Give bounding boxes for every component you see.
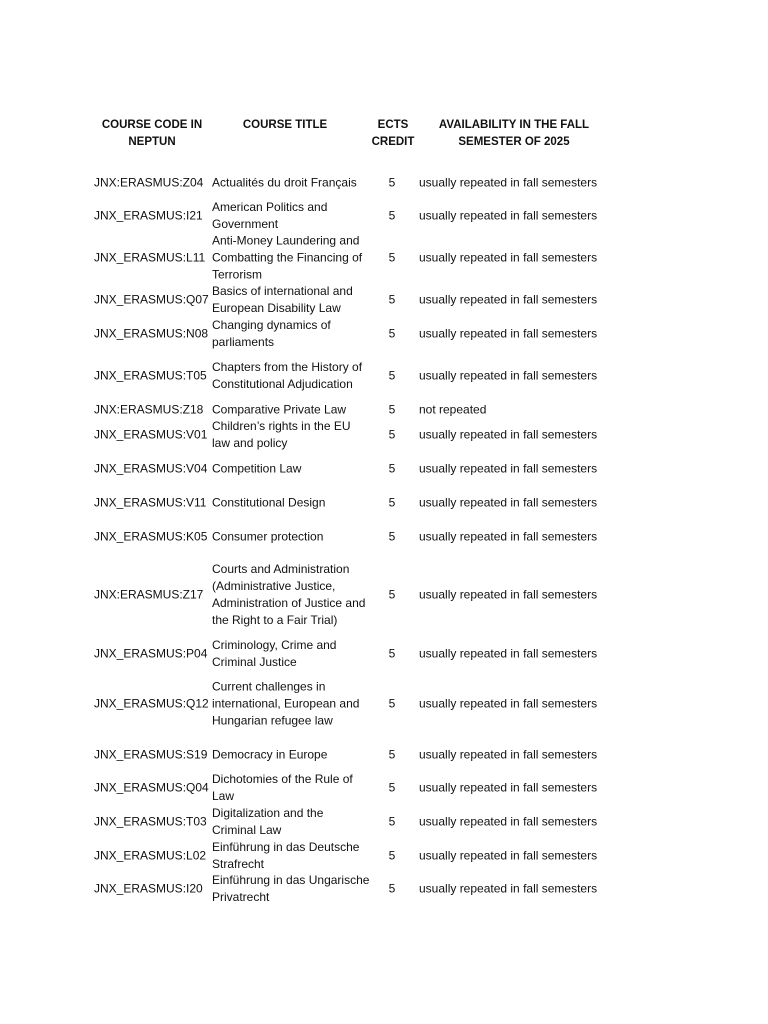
ects-credit: 5 bbox=[388, 326, 396, 341]
table-row bbox=[0, 454, 768, 484]
header-ects-credit: ECTS CREDIT bbox=[371, 119, 415, 148]
table-row bbox=[0, 561, 768, 629]
availability: usually repeated in fall semesters bbox=[419, 368, 598, 383]
ects-credit: 5 bbox=[388, 848, 396, 863]
course-title: Current challenges in international, European and Hungarian refugee law bbox=[212, 679, 360, 728]
course-title: Courts and Administration (Administrative Justice, Administration of Justice and the Right to a Fair Trial) bbox=[212, 562, 366, 627]
table-row bbox=[0, 359, 768, 393]
course-code: JNX_ERASMUS:L02 bbox=[94, 848, 207, 863]
ects-credit: 5 bbox=[388, 495, 396, 510]
ects-credit: 5 bbox=[388, 881, 396, 896]
table-row bbox=[0, 637, 768, 671]
course-code: JNX:ERASMUS:Z18 bbox=[94, 402, 204, 417]
course-code: JNX_ERASMUS:Q07 bbox=[94, 292, 209, 307]
table-row bbox=[0, 872, 768, 906]
course-code: JNX_ERASMUS:T05 bbox=[94, 368, 207, 383]
ects-credit: 5 bbox=[388, 814, 396, 829]
course-title: Einführung in das Ungarische Privatrecht bbox=[212, 873, 370, 904]
course-title: Changing dynamics of parliaments bbox=[212, 318, 331, 349]
course-code: JNX_ERASMUS:Q04 bbox=[94, 780, 209, 795]
course-title: Consumer protection bbox=[212, 529, 324, 544]
course-title: Criminology, Crime and Criminal Justice bbox=[212, 638, 337, 669]
course-code: JNX_ERASMUS:I20 bbox=[94, 881, 203, 896]
ects-credit: 5 bbox=[388, 461, 396, 476]
course-title: Dichotomies of the Rule of Law bbox=[212, 772, 353, 803]
table-row bbox=[0, 522, 768, 552]
availability: usually repeated in fall semesters bbox=[419, 175, 598, 190]
ects-credit: 5 bbox=[388, 780, 396, 795]
ects-credit: 5 bbox=[388, 402, 396, 417]
course-title: Comparative Private Law bbox=[212, 402, 347, 417]
availability: usually repeated in fall semesters bbox=[419, 208, 598, 223]
ects-credit: 5 bbox=[388, 292, 396, 307]
ects-credit: 5 bbox=[388, 696, 396, 711]
availability: usually repeated in fall semesters bbox=[419, 646, 598, 661]
ects-credit: 5 bbox=[388, 175, 396, 190]
ects-credit: 5 bbox=[388, 587, 396, 602]
course-code: JNX_ERASMUS:N08 bbox=[94, 326, 209, 341]
table-row bbox=[0, 805, 768, 839]
table-row bbox=[0, 400, 768, 420]
availability: usually repeated in fall semesters bbox=[419, 326, 598, 341]
course-code: JNX:ERASMUS:Z04 bbox=[94, 175, 204, 190]
course-title: Basics of international and European Disability Law bbox=[212, 284, 353, 315]
course-code: JNX_ERASMUS:L11 bbox=[94, 250, 206, 265]
availability: usually repeated in fall semesters bbox=[419, 427, 598, 442]
ects-credit: 5 bbox=[388, 208, 396, 223]
table-row bbox=[0, 488, 768, 518]
availability: usually repeated in fall semesters bbox=[419, 747, 598, 762]
course-title: American Politics and Government bbox=[212, 200, 328, 231]
course-title: Children’s rights in the EU law and policy bbox=[212, 419, 351, 450]
table-row bbox=[0, 317, 768, 351]
course-code: JNX_ERASMUS:T03 bbox=[94, 814, 207, 829]
course-title: Democracy in Europe bbox=[212, 747, 328, 762]
course-title: Chapters from the History of Constitutional Adjudication bbox=[212, 360, 363, 391]
table-row bbox=[0, 172, 768, 194]
availability: not repeated bbox=[419, 402, 487, 417]
header-availability: AVAILABILITY IN THE FALL SEMESTER OF 2025 bbox=[438, 119, 590, 148]
course-code: JNX:ERASMUS:Z17 bbox=[94, 587, 204, 602]
table-row bbox=[0, 771, 768, 805]
ects-credit: 5 bbox=[388, 646, 396, 661]
course-code: JNX_ERASMUS:V11 bbox=[94, 495, 207, 510]
availability: usually repeated in fall semesters bbox=[419, 814, 598, 829]
course-title: Einführung in das Deutsche Strafrecht bbox=[212, 840, 360, 871]
course-code: JNX_ERASMUS:V04 bbox=[94, 461, 208, 476]
course-code: JNX_ERASMUS:S19 bbox=[94, 747, 208, 762]
availability: usually repeated in fall semesters bbox=[419, 292, 598, 307]
table-row bbox=[0, 839, 768, 873]
table-row bbox=[0, 740, 768, 770]
table-row bbox=[0, 199, 768, 233]
header-course-code: COURSE CODE IN NEPTUN bbox=[101, 119, 203, 148]
availability: usually repeated in fall semesters bbox=[419, 495, 598, 510]
table-row bbox=[0, 233, 768, 283]
availability: usually repeated in fall semesters bbox=[419, 780, 598, 795]
course-title: Anti-Money Laundering and Combatting the Financing of Terrorism bbox=[212, 233, 363, 282]
course-code: JNX_ERASMUS:I21 bbox=[94, 208, 203, 223]
ects-credit: 5 bbox=[388, 250, 396, 265]
course-code: JNX_ERASMUS:V01 bbox=[94, 427, 208, 442]
course-title: Actualités du droit Français bbox=[212, 175, 357, 190]
ects-credit: 5 bbox=[388, 368, 396, 383]
availability: usually repeated in fall semesters bbox=[419, 250, 598, 265]
availability: usually repeated in fall semesters bbox=[419, 848, 598, 863]
course-title: Competition Law bbox=[212, 461, 302, 476]
ects-credit: 5 bbox=[388, 529, 396, 544]
table-row bbox=[0, 418, 768, 452]
course-code: JNX_ERASMUS:Q12 bbox=[94, 696, 209, 711]
header-course-title: COURSE TITLE bbox=[242, 119, 328, 131]
ects-credit: 5 bbox=[388, 747, 396, 762]
table-row bbox=[0, 679, 768, 729]
availability: usually repeated in fall semesters bbox=[419, 461, 598, 476]
availability: usually repeated in fall semesters bbox=[419, 696, 598, 711]
availability: usually repeated in fall semesters bbox=[419, 529, 598, 544]
course-title: Constitutional Design bbox=[212, 495, 326, 510]
course-title: Digitalization and the Criminal Law bbox=[212, 806, 324, 837]
course-code: JNX_ERASMUS:K05 bbox=[94, 529, 208, 544]
availability: usually repeated in fall semesters bbox=[419, 881, 598, 896]
ects-credit: 5 bbox=[388, 427, 396, 442]
availability: usually repeated in fall semesters bbox=[419, 587, 598, 602]
course-code: JNX_ERASMUS:P04 bbox=[94, 646, 208, 661]
table-row bbox=[0, 283, 768, 317]
